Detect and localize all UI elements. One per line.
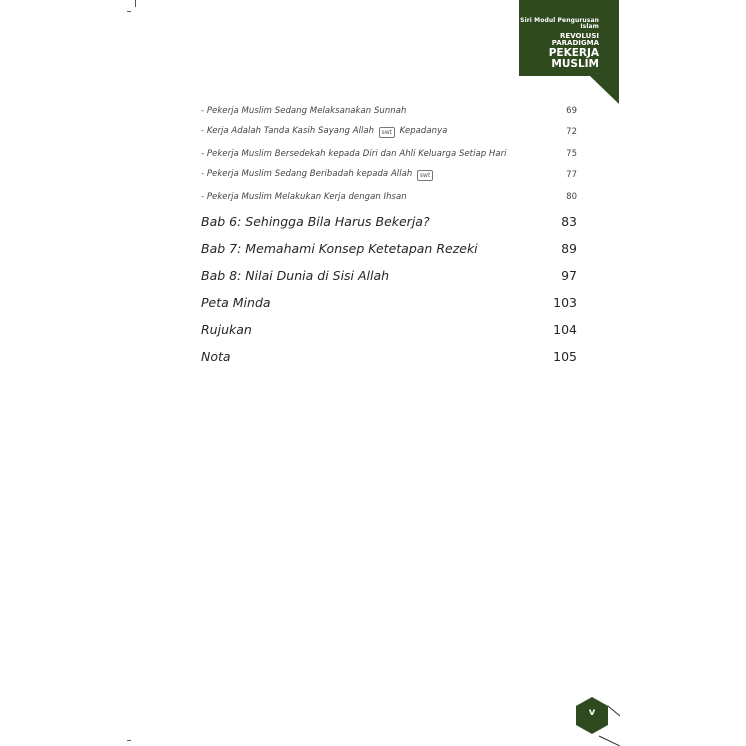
toc-subentry-page: 69 [566,105,577,116]
toc-entry-title: Bab 6: Sehingga Bila Harus Bekerja? [201,213,430,229]
toc-subentry-page: 75 [566,148,577,159]
table-of-contents [201,100,577,370]
swt-glyph-icon: swt [379,127,395,138]
toc-entry-title: Peta Minda [201,294,271,310]
toc-subentry[interactable] [201,165,577,187]
toc-entry-page: 104 [553,321,577,337]
toc-entry-page: 103 [553,294,577,310]
toc-entry-page: 83 [561,213,577,229]
toc-entry-title: Bab 8: Nilai Dunia di Sisi Allah [201,267,390,283]
toc-subentry-page: 72 [566,127,577,138]
toc-entry[interactable] [201,208,577,235]
series-title: Siri Modul Pengurusan Islam [520,17,599,31]
toc-subentry-title [201,126,447,138]
header-text [519,18,599,88]
toc-entry-page: 105 [553,348,577,364]
toc-subentry-page: 80 [566,191,577,202]
toc-subentry[interactable] [201,100,577,122]
toc-entry[interactable] [201,343,577,370]
toc-subentry-title-part: - Pekerja Muslim Sedang Beribadah kepada Allah [201,169,413,180]
toc-entry-title: Nota [201,348,231,364]
header-notch-shape [590,76,619,104]
crop-mark [127,11,131,12]
toc-entry-page: 97 [561,267,577,283]
page-number: v [588,707,596,718]
toc-entry-page: 89 [561,240,577,256]
swt-glyph-icon: swt [417,170,433,181]
toc-subentry-title-part: - Kerja Adalah Tanda Kasih Sayang Allah [201,126,375,137]
toc-subentry[interactable] [201,143,577,165]
header-band [519,0,619,89]
toc-entry[interactable] [201,316,577,343]
page-number-hexagon [575,696,620,746]
toc-subentry-title: - Pekerja Muslim Bersedekah kepada Diri dan Ahli Keluarga Setiap Hari [201,148,507,159]
book-title-line2: PEKERJA MUSLIM [548,47,599,71]
toc-subentry-title [201,169,435,181]
toc-subentry-title: - Pekerja Muslim Sedang Melaksanakan Sunnah [201,105,407,116]
toc-subentry-title: - Pekerja Muslim Melakukan Kerja dengan Ihsan [201,191,407,202]
toc-subentry-title-part: Kepadanya [399,126,448,137]
toc-entry-title: Rujukan [201,321,252,337]
toc-subentry-page: 77 [566,170,577,181]
toc-entry-title: Bab 7: Memahami Konsep Ketetapan Rezeki [201,240,478,256]
toc-subentry[interactable] [201,122,577,144]
crop-mark [127,740,131,741]
toc-entry[interactable] [201,262,577,289]
book-title-line1: REVOLUSI PARADIGMA [551,31,599,47]
toc-subentry[interactable] [201,186,577,208]
toc-entry[interactable] [201,235,577,262]
section-label: KANDUNGAN [548,79,599,89]
toc-entry[interactable] [201,289,577,316]
crop-mark [135,0,136,7]
